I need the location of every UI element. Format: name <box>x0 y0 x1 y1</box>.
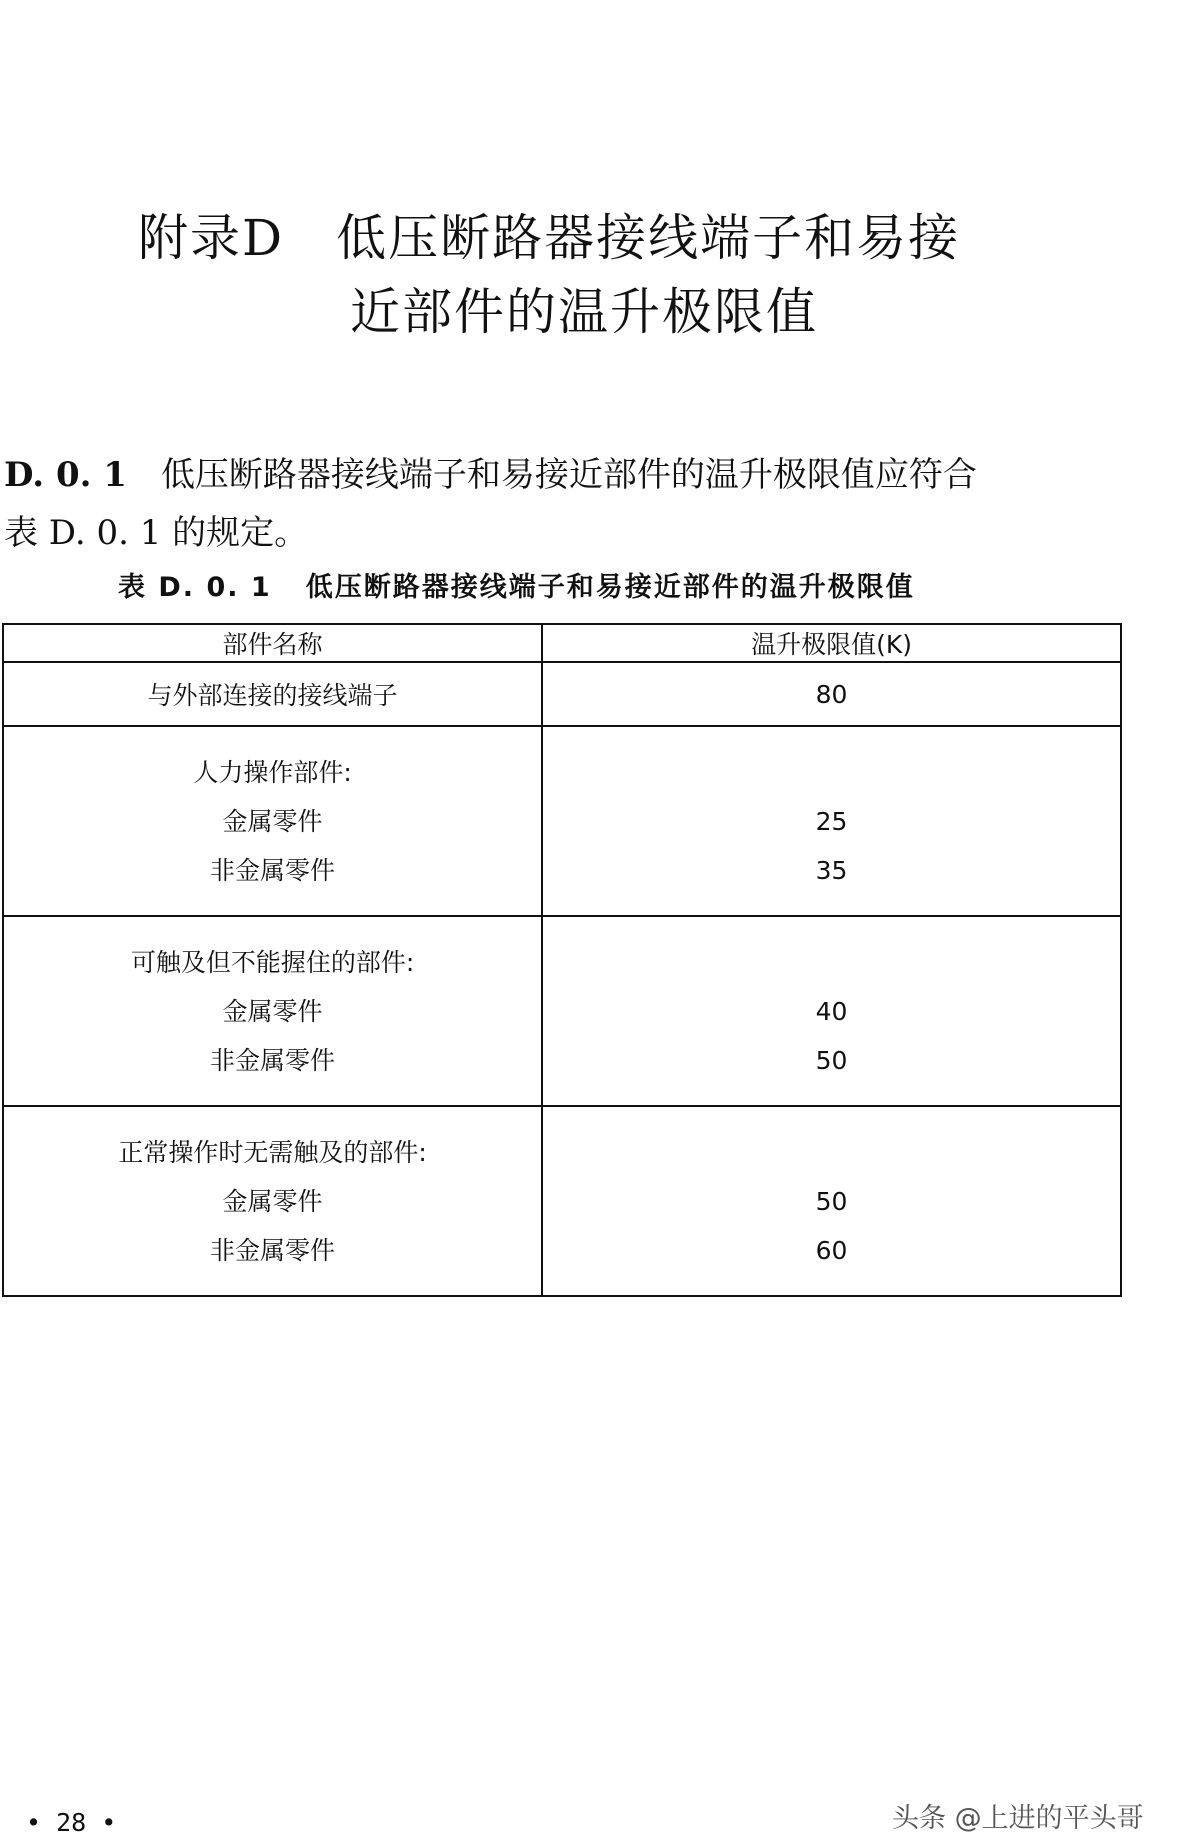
sub-part-name: 非金属零件 <box>210 1235 336 1265</box>
group-label: 人力操作部件: <box>193 757 352 787</box>
table-row <box>3 916 1121 1106</box>
table-caption <box>118 565 915 604</box>
limit-value: 25 <box>815 806 848 836</box>
limit-value-cell: 80 <box>542 662 1121 726</box>
table-row <box>3 1106 1121 1296</box>
clause-number: D. 0. 1 <box>4 455 127 495</box>
sub-part-name: 金属零件 <box>222 1186 323 1216</box>
limit-value: 50 <box>815 1045 848 1075</box>
page-number: • 28 • <box>26 1808 117 1837</box>
source-watermark: 头条 @上进的平头哥 <box>892 1803 1144 1834</box>
sub-part-name: 金属零件 <box>222 996 323 1026</box>
limit-value: 60 <box>815 1235 848 1265</box>
appendix-title-line-1: 附录D 低压断路器接线端子和易接 <box>138 209 961 267</box>
limit-value-cell <box>542 1106 1121 1296</box>
temperature-rise-limits-table <box>2 623 1122 1297</box>
appendix-title-line-2: 近部件的温升极限值 <box>350 283 818 341</box>
part-name-cell <box>3 726 542 916</box>
clause-text-line-1: 低压断路器接线端子和易接近部件的温升极限值应符合 <box>160 455 977 495</box>
table-header-part-name: 部件名称 <box>3 624 542 662</box>
table-row <box>3 662 1121 726</box>
group-label: 可触及但不能握住的部件: <box>130 947 415 977</box>
table-header-limit: 温升极限值(K) <box>542 624 1121 662</box>
limit-value: 35 <box>815 855 848 885</box>
limit-value-cell <box>542 726 1121 916</box>
clause-paragraph-line-2: 表 D. 0. 1 的规定。 <box>4 513 309 553</box>
group-label: 正常操作时无需触及的部件: <box>118 1137 427 1167</box>
table-caption-number: 表 D. 0. 1 <box>118 572 272 603</box>
sub-part-name: 非金属零件 <box>210 1045 336 1075</box>
part-name-cell: 与外部连接的接线端子 <box>3 662 542 726</box>
table-caption-text: 低压断路器接线端子和易接近部件的温升极限值 <box>305 572 915 603</box>
clause-paragraph-line-1 <box>4 446 1174 504</box>
table-row <box>3 726 1121 916</box>
sub-part-name: 非金属零件 <box>210 855 336 885</box>
limit-value: 50 <box>815 1186 848 1216</box>
table-header-row <box>3 624 1121 662</box>
limit-value-cell <box>542 916 1121 1106</box>
limit-value: 40 <box>815 996 848 1026</box>
part-name-cell <box>3 916 542 1106</box>
part-name-cell <box>3 1106 542 1296</box>
sub-part-name: 金属零件 <box>222 806 323 836</box>
